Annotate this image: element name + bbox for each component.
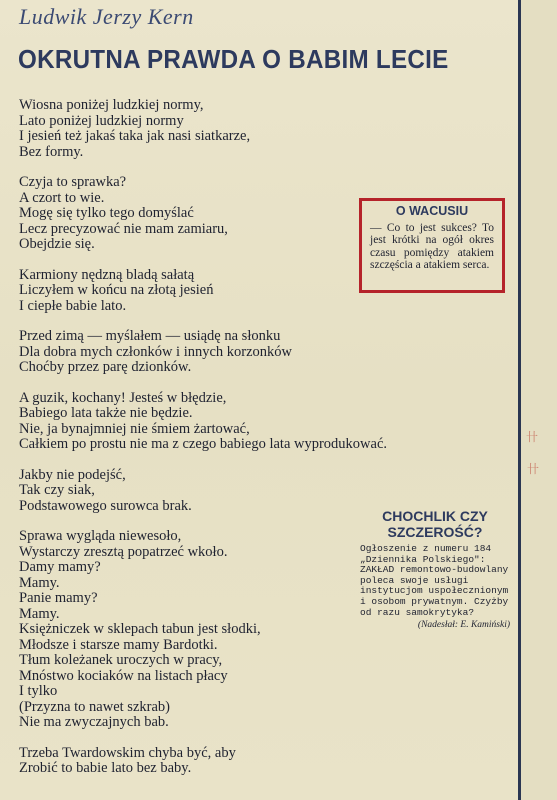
poem-line: I jesień też jakaś taka jak nasi siatkarze,: [19, 128, 251, 144]
poem-line: A guzik, kochany! Jesteś w błędzie,: [19, 389, 227, 406]
box-title: O WACUSIU: [395, 204, 469, 218]
margin-strip: [521, 0, 557, 800]
stamp-mark: 卄: [526, 430, 539, 444]
poem-line: Panie mamy?: [19, 590, 98, 606]
poem-stanza: [19, 98, 499, 160]
poem-line: Trzeba Twardowskim chyba być, aby: [19, 744, 236, 761]
poem-line: Damy mamy?: [19, 559, 101, 575]
poem-line: Nie, ja bynajmniej nie śmiem żartować,: [19, 420, 250, 437]
poem-line: Tłum koleżanek uroczych w pracy,: [19, 652, 223, 668]
poem-line: Młodsze i starsze mamy Bardotki.: [19, 636, 218, 653]
box-text: Ogłoszenie z numeru 184 „Dziennika Polskiego": ZAKŁAD remontowo-budowlany poleca swoje usługi instytucjom uspołecznionym i osobom prywatnym. Czyżby od razu samokrytyka?: [360, 543, 509, 618]
poem-line: Wiosna poniżej ludzkiej normy,: [19, 97, 204, 113]
sidebar-box-wacus: [359, 198, 505, 293]
poem-line: Podstawowego surowca brak.: [19, 497, 192, 514]
poem-line: A czort to wie.: [19, 189, 105, 206]
poem-line: Tak czy siak,: [19, 482, 95, 498]
box-text: — Co to jest sukces? To jest krótki na ogół okres czasu pomiędzy atakiem szczęścia a atakiem serca.: [370, 221, 494, 271]
poem-line: Jakby nie podejść,: [19, 466, 126, 483]
poem-line: Choćby przez parę dzionków.: [19, 359, 192, 375]
poem-line: Dla dobra mych członków i innych korzonków: [19, 343, 293, 360]
poem-line: Mogę się tylko tego domyślać: [19, 205, 194, 221]
poem-line: (Przyzna to nawet szkrab): [19, 698, 170, 715]
page-title: OKRUTNA PRAWDA O BABIM LECIE: [18, 44, 449, 74]
poem-line: Przed zimą — myślałem — usiądę na słonku: [19, 328, 281, 344]
stamp-mark: 卄: [527, 462, 540, 476]
poem-line: Całkiem po prostu nie ma z czego babiego lata wyprodukować.: [19, 436, 388, 452]
box-credit: (Nadesłał: E. Kamiński): [417, 620, 510, 631]
poem-stanza: [19, 329, 499, 376]
poem-line: Liczyłem w końcu na złotą jesień: [19, 282, 214, 298]
author-name: Ludwik Jerzy Kern: [19, 4, 194, 29]
sidebar-box-chochlik: [360, 508, 510, 631]
poem-line: Nie ma zwyczajnych bab.: [19, 714, 169, 730]
poem-line: I tylko: [19, 683, 58, 699]
poem-line: Czyja to sprawka?: [19, 174, 127, 190]
poem-line: Obejdzie się.: [19, 236, 95, 252]
poem-stanza: [19, 391, 499, 453]
poem-line: Zrobić to babie lato bez baby.: [19, 760, 192, 776]
box-title: CHOCHLIK CZY SZCZEROŚĆ?: [382, 508, 488, 540]
poem-line: Lato poniżej ludzkiej normy: [19, 112, 184, 129]
poem-line: Wystarczy zresztą popatrzeć wkoło.: [19, 543, 228, 560]
poem-line: Mnóstwo kociaków na listach płacy: [19, 667, 228, 684]
poem-line: Mamy.: [19, 605, 60, 622]
poem-line: Mamy.: [19, 574, 60, 591]
poem-line: Księżniczek w sklepach tabun jest słodki,: [19, 621, 261, 637]
poem-stanza: [19, 746, 499, 777]
poem-line: Lecz precyzować nie mam zamiaru,: [19, 220, 228, 237]
poem-line: Karmiony nędzną bladą sałatą: [19, 266, 195, 283]
poem-line: I ciepłe babie lato.: [19, 297, 127, 314]
poem-line: Babiego lata także nie będzie.: [19, 405, 193, 421]
poem-line: Bez formy.: [19, 143, 84, 160]
poem-line: Sprawa wygląda niewesoło,: [19, 528, 182, 544]
